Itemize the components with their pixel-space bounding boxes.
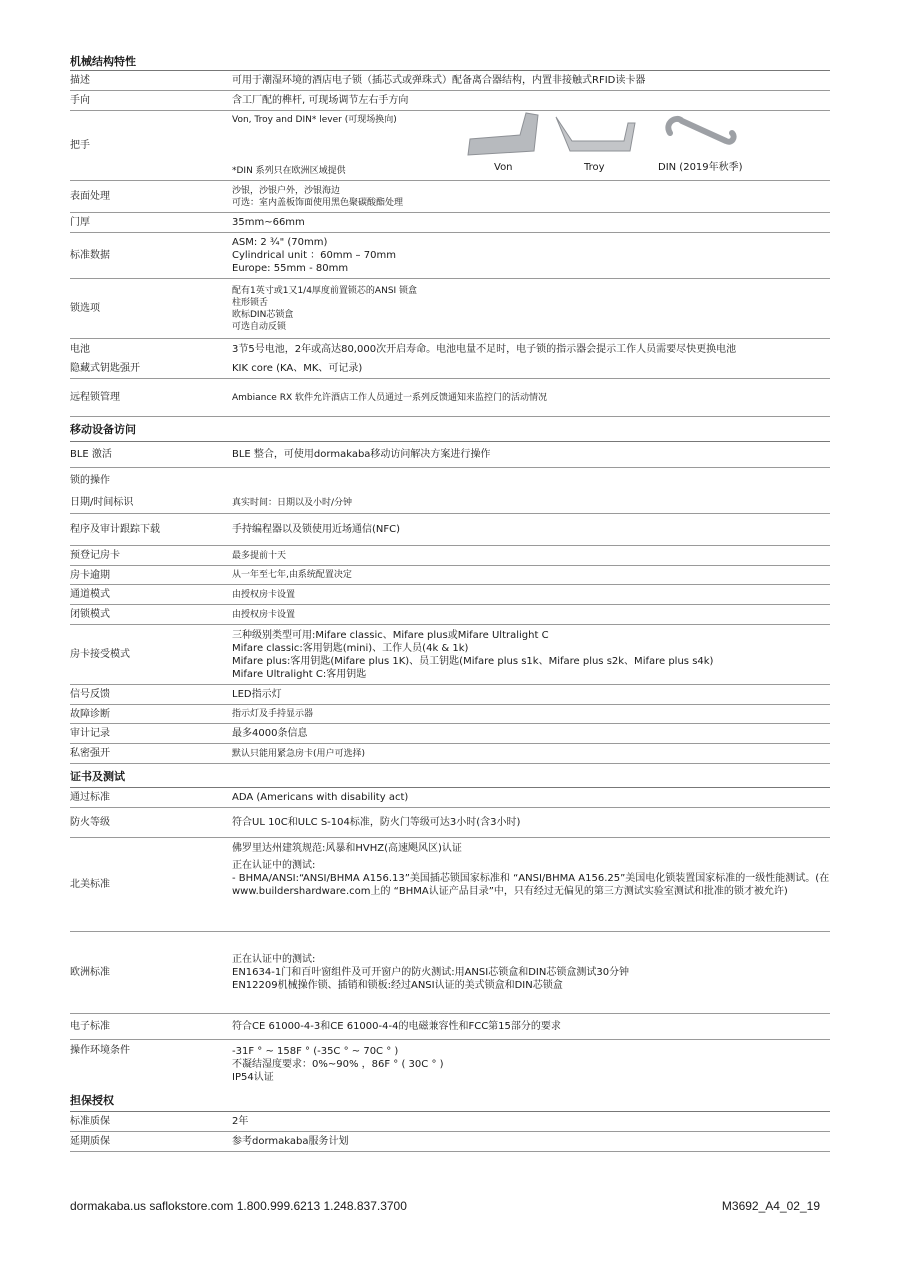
row-fire [70,808,830,838]
row-europe [70,932,830,1014]
din-label: DIN (2019年秋季) [658,162,743,173]
row-audit [70,724,830,744]
row-description [70,71,830,91]
row-key: 手向 [70,95,90,106]
row-clock [70,492,830,514]
row-value: 符合UL 10C和ULC S-104标准，防火门等级可达3小时(含3小时) [232,817,521,828]
row-key: 信号反馈 [70,689,110,700]
row-value: 最多4000条信息 [232,728,308,739]
row-value-line: IP54认证 [232,1071,274,1083]
row-handing [70,91,830,111]
row-value: Ambiance RX 软件允许酒店工作人员通过一系列反馈通知来监控门的活动情况 [232,392,547,403]
row-key: 房卡逾期 [70,569,110,581]
row-value-line: 三种级别类型可用:Mifare classic、Mifare plus或Mifare Ultralight C [232,629,549,641]
row-key: 操作环境条件 [70,1045,130,1056]
row-key: 审计记录 [70,728,110,739]
row-ada [70,788,830,808]
row-key: 程序及审计跟踪下载 [70,524,160,535]
row-value-line: Europe: 55mm - 80mm [232,263,349,274]
row-key: 欧洲标准 [70,967,110,978]
section-title-mechanical: 机械结构特性 [70,52,830,71]
row-signal [70,685,830,705]
row-finish [70,181,830,213]
row-value: ADA (Americans with disability act) [232,792,409,803]
lever-images [460,111,760,173]
row-privacy [70,744,830,764]
row-value: 由授权房卡设置 [232,609,296,620]
row-value: 参考dormakaba服务计划 [232,1136,349,1147]
row-value-line: Mifare Ultralight C:客用钥匙 [232,668,367,680]
row-kik [70,359,830,379]
row-value: 手持编程器以及锁使用近场通信(NFC) [232,524,401,535]
row-lock-options [70,279,830,339]
row-value-line: - BHMA/ANSI:“ANSI/BHMA A156.13”美国插芯锁国家标准和 “ANSI/BHMA A156.25”美国电化锁装置国家标准的一级性能测试。(在www.buildershardware.com上的 “BHMA认证产品目录”中，只有经过无偏见的第三方测试实验室测试和批准的锁才被允许) [232,873,830,897]
row-key: 私密强开 [70,748,110,759]
row-key: 通道模式 [70,589,110,600]
row-key: 远程锁管理 [70,392,120,403]
row-expiration [70,566,830,585]
row-key: 延期质保 [70,1136,110,1147]
row-value: Von, Troy and DIN* lever (可现场换向) [232,115,397,125]
row-value: 指示灯及手持显示器 [232,709,314,719]
row-value-line: 配有1英寸或1又1/4厚度前置锁芯的ANSI 锁盒 [232,285,418,296]
row-value: 最多提前十天 [232,550,287,561]
row-key: 北美标准 [70,879,110,890]
row-value: 从一年至七年,由系统配置决定 [232,570,352,580]
row-value: KIK core (KA、MK、可记录) [232,363,363,374]
row-card-types [70,625,830,685]
row-key: 锁选项 [70,303,100,314]
row-prereg [70,546,830,566]
row-value-line: Cylindrical unit ：60mm – 70mm [232,250,396,261]
row-value: BLE 整合，可使用dormakaba移动访问解决方案进行操作 [232,449,491,460]
row-lock-operation [70,468,830,492]
row-ble [70,442,830,468]
row-value-line: 欧标DIN芯锁盒 [232,309,294,320]
row-key: 日期/时间标识 [70,497,134,508]
row-value: 默认只能用紧急房卡(用户可选择) [232,748,366,759]
row-value-line: 正在认证中的测试: [232,860,316,871]
row-value: 由授权房卡设置 [232,589,296,600]
row-key: 电池 [70,343,90,355]
row-value-line: 柱形锁舌 [232,297,269,308]
row-key: 电子标准 [70,1021,110,1032]
row-remote [70,379,830,417]
row-value-line: 可选：室内盖板饰面使用黑色聚碳酸酯处理 [232,197,404,208]
row-north-america [70,838,830,932]
row-value: 符合CE 61000-4-3和CE 61000-4-4的电磁兼容性和FCC第15部分的要求 [232,1021,561,1032]
footer [70,1199,820,1213]
row-standard-warranty [70,1112,830,1132]
von-lever-image [468,113,538,155]
row-value-line: Mifare classic:客用钥匙(mini)、工作人员(4k & 1k) [232,642,469,654]
section-title-mobile: 移动设备访问 [70,417,830,442]
row-door-thickness [70,213,830,233]
row-passage [70,585,830,605]
row-value-note: *DIN 系列只在欧洲区域提供 [232,166,346,176]
row-value: 35mm~66mm [232,217,305,228]
row-value: 可用于潮湿环境的酒店电子锁（插芯式或弹珠式）配备离合器结构，内置非接触式RFID读卡器 [232,75,646,86]
row-key: 标准数据 [70,250,110,261]
von-label: Von [494,162,513,173]
row-key: 防火等级 [70,817,110,828]
row-value-line: 正在认证中的测试: [232,954,316,965]
row-value-line: EN12209机械操作锁、插销和锁板:经过ANSI认证的美式锁盒和DIN芯锁盒 [232,980,563,991]
row-value: 真实时间：日期以及小时/分钟 [232,497,353,508]
row-key: 隐藏式钥匙强开 [70,363,140,374]
row-environment [70,1040,830,1088]
row-programming [70,514,830,546]
row-value-line: ASM: 2 ¾" (70mm) [232,237,328,248]
row-value-line: 沙银，沙银户外，沙银海边 [232,185,341,196]
row-key: 闭锁模式 [70,609,110,620]
row-value-line: Mifare plus:客用钥匙(Mifare plus 1K)、员工钥匙(Mifare plus s1k、Mifare plus s2k、Mifare plus s4k) [232,655,714,667]
row-key: 标准质保 [70,1116,110,1127]
row-key: 锁的操作 [70,474,110,486]
troy-label: Troy [584,162,605,173]
row-key: 房卡接受模式 [70,649,130,660]
row-key: 表面处理 [70,191,110,202]
row-key: 通过标准 [70,792,110,803]
troy-lever-image [556,117,635,151]
row-standard-data [70,233,830,279]
row-extended-warranty [70,1132,830,1152]
row-value-line: 佛罗里达州建筑规范:风暴和HVHZ(高速飓风区)认证 [232,843,462,854]
row-value-line: -31F ° ~ 158F ° (-35C ° ~ 70C ° ) [232,1045,399,1057]
din-lever-image [668,119,733,142]
row-key: 预登记房卡 [70,550,120,561]
row-value: LED指示灯 [232,689,282,700]
row-key: 门厚 [70,217,90,228]
row-battery [70,339,830,359]
row-value: 含工厂配的榫杆, 可现场调节左右手方向 [232,95,409,106]
section-title-warranty: 担保授权 [70,1088,830,1112]
row-lever [70,111,830,181]
row-key: 描述 [70,75,90,86]
row-key: BLE 激活 [70,449,112,460]
footer-doc-code: M3692_A4_02_19 [721,1199,820,1213]
spec-sheet [70,52,830,1152]
footer-contact: dormakaba.us saflokstore.com 1.800.999.6213 1.248.837.3700 [70,1199,407,1213]
row-key: 把手 [70,140,90,151]
row-value-line: EN1634-1门和百叶窗组件及可开窗户的防火测试:用ANSI芯锁盒和DIN芯锁盒测试30分钟 [232,967,630,978]
lever-illustrations [460,111,760,161]
row-key: 故障诊断 [70,708,110,720]
row-value: 3节5号电池，2年或高达80,000次开启寿命。电池电量不足时，电子锁的指示器会提示工作人员需要尽快更换电池 [232,343,737,355]
row-value-line: 可选自动反锁 [232,321,287,332]
row-deadbolt [70,605,830,625]
section-title-certification: 证书及测试 [70,764,830,788]
row-value-line: 不凝结湿度要求：0%~90% ，86F ° ( 30C ° ) [232,1058,444,1070]
row-value: 2年 [232,1116,249,1127]
row-diagnostics [70,705,830,724]
row-electronic [70,1014,830,1040]
